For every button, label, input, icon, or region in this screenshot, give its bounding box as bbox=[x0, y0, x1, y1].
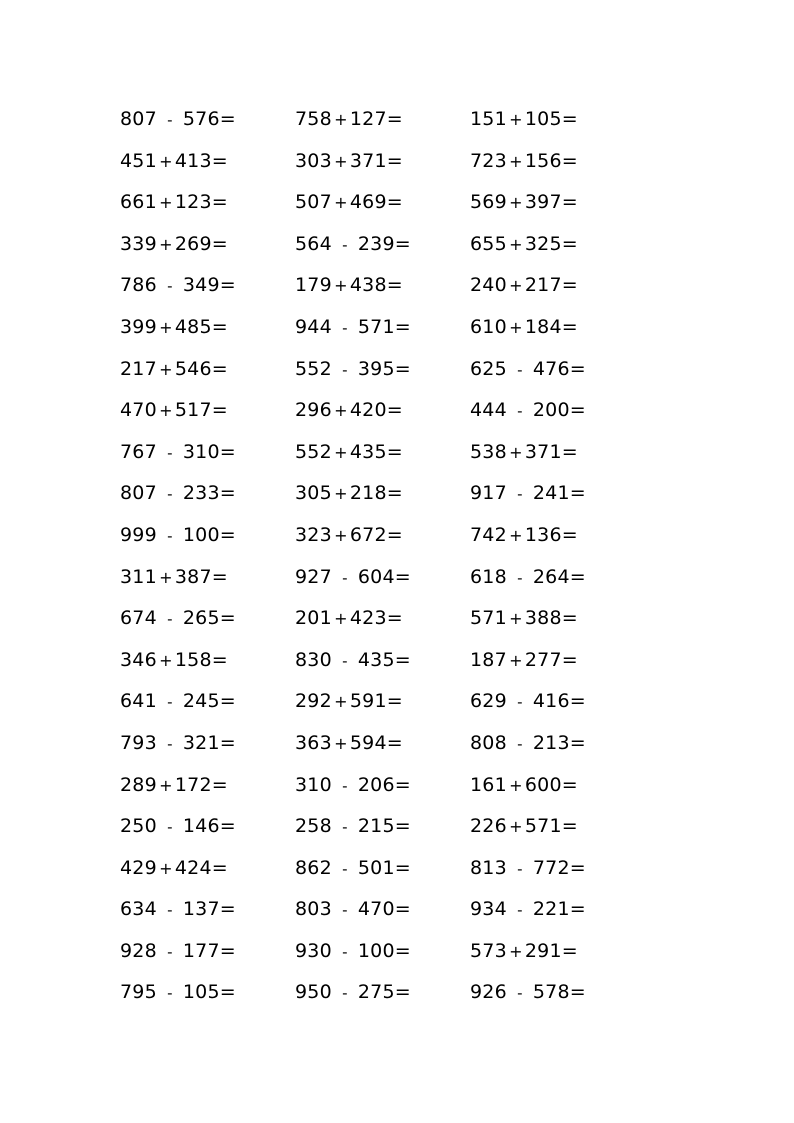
arithmetic-problem: 363 + 594= bbox=[295, 731, 403, 754]
arithmetic-problem: 793 - 321= bbox=[120, 731, 236, 754]
arithmetic-problem: 618 - 264= bbox=[470, 565, 586, 588]
arithmetic-problem: 655 + 325= bbox=[470, 232, 578, 255]
arithmetic-problem: 258 - 215= bbox=[295, 815, 411, 838]
arithmetic-problem: 934 - 221= bbox=[470, 898, 586, 921]
arithmetic-problem: 999 - 100= bbox=[120, 523, 236, 546]
arithmetic-problem: 930 - 100= bbox=[295, 939, 411, 962]
arithmetic-problem: 310 - 206= bbox=[295, 773, 411, 796]
arithmetic-problem: 661 + 123= bbox=[120, 191, 228, 214]
arithmetic-problem: 399 + 485= bbox=[120, 315, 228, 338]
arithmetic-problem: 323 + 672= bbox=[295, 523, 403, 546]
arithmetic-problem: 629 - 416= bbox=[470, 690, 586, 713]
arithmetic-problem: 470 + 517= bbox=[120, 399, 228, 422]
arithmetic-problem: 950 - 275= bbox=[295, 981, 411, 1004]
arithmetic-problem: 444 - 200= bbox=[470, 399, 586, 422]
arithmetic-problem: 250 - 146= bbox=[120, 815, 236, 838]
arithmetic-problem: 862 - 501= bbox=[295, 856, 411, 879]
arithmetic-problem: 807 - 233= bbox=[120, 482, 236, 505]
arithmetic-problem: 179 + 438= bbox=[295, 274, 403, 297]
arithmetic-problem: 217 + 546= bbox=[120, 357, 228, 380]
arithmetic-problem: 807 - 576= bbox=[120, 108, 236, 130]
arithmetic-problem: 742 + 136= bbox=[470, 523, 578, 546]
arithmetic-problem: 552 - 395= bbox=[295, 357, 411, 380]
arithmetic-problem: 552 + 435= bbox=[295, 440, 403, 463]
arithmetic-problem: 151 + 105= bbox=[470, 108, 578, 130]
arithmetic-problem: 917 - 241= bbox=[470, 482, 586, 505]
arithmetic-problem: 292 + 591= bbox=[295, 690, 403, 713]
arithmetic-problem: 927 - 604= bbox=[295, 565, 411, 588]
arithmetic-problem: 226 + 571= bbox=[470, 815, 578, 838]
arithmetic-problem: 311 + 387= bbox=[120, 565, 228, 588]
arithmetic-problem: 339 + 269= bbox=[120, 232, 228, 255]
arithmetic-problem: 564 - 239= bbox=[295, 232, 411, 255]
arithmetic-problem: 641 - 245= bbox=[120, 690, 236, 713]
problem-grid bbox=[120, 104, 640, 1019]
arithmetic-problem: 573 + 291= bbox=[470, 939, 578, 962]
arithmetic-problem: 926 - 578= bbox=[470, 981, 586, 1004]
arithmetic-problem: 830 - 435= bbox=[295, 648, 411, 671]
arithmetic-problem: 569 + 397= bbox=[470, 191, 578, 214]
arithmetic-problem: 928 - 177= bbox=[120, 939, 236, 962]
arithmetic-problem: 305 + 218= bbox=[295, 482, 403, 505]
arithmetic-problem: 303 + 371= bbox=[295, 149, 403, 172]
arithmetic-problem: 429 + 424= bbox=[120, 856, 228, 879]
arithmetic-problem: 451 + 413= bbox=[120, 149, 228, 172]
arithmetic-problem: 187 + 277= bbox=[470, 648, 578, 671]
arithmetic-problem: 610 + 184= bbox=[470, 315, 578, 338]
arithmetic-problem: 201 + 423= bbox=[295, 607, 403, 630]
arithmetic-problem: 808 - 213= bbox=[470, 731, 586, 754]
arithmetic-problem: 767 - 310= bbox=[120, 440, 236, 463]
arithmetic-problem: 289 + 172= bbox=[120, 773, 228, 796]
arithmetic-problem: 571 + 388= bbox=[470, 607, 578, 630]
arithmetic-problem: 944 - 571= bbox=[295, 315, 411, 338]
arithmetic-problem: 723 + 156= bbox=[470, 149, 578, 172]
arithmetic-problem: 161 + 600= bbox=[470, 773, 578, 796]
arithmetic-problem: 813 - 772= bbox=[470, 856, 586, 879]
arithmetic-problem: 240 + 217= bbox=[470, 274, 578, 297]
arithmetic-problem: 674 - 265= bbox=[120, 607, 236, 630]
arithmetic-problem: 625 - 476= bbox=[470, 357, 586, 380]
arithmetic-problem: 538 + 371= bbox=[470, 440, 578, 463]
arithmetic-problem: 346 + 158= bbox=[120, 648, 228, 671]
arithmetic-problem: 803 - 470= bbox=[295, 898, 411, 921]
arithmetic-problem: 634 - 137= bbox=[120, 898, 236, 921]
arithmetic-problem: 758 + 127= bbox=[295, 108, 403, 130]
arithmetic-problem: 795 - 105= bbox=[120, 981, 236, 1004]
arithmetic-problem: 296 + 420= bbox=[295, 399, 403, 422]
arithmetic-problem: 507 + 469= bbox=[295, 191, 403, 214]
arithmetic-problem: 786 - 349= bbox=[120, 274, 236, 297]
